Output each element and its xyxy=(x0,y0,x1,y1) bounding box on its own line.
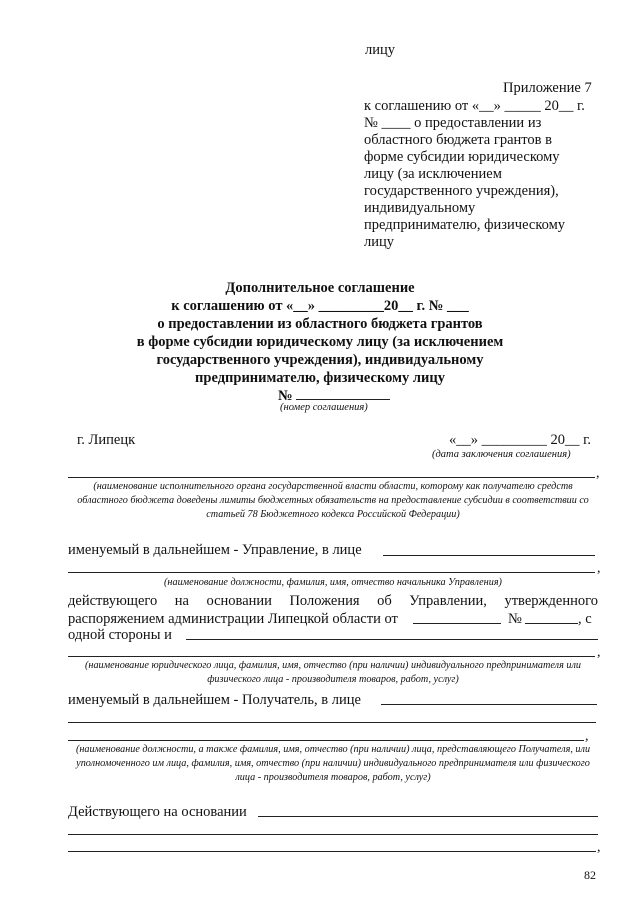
basis-line-1 xyxy=(68,592,598,610)
heading-title: Дополнительное соглашение xyxy=(225,280,415,296)
appendix-line: форме субсидии юридическому xyxy=(364,149,560,165)
appendix-line: областного бюджета грантов в xyxy=(364,132,552,148)
caption-head: (наименование должности, фамилия, имя, отчество начальника Управления) xyxy=(164,577,502,588)
basis-word: утвержденного xyxy=(504,593,598,609)
city: г. Липецк xyxy=(77,432,136,448)
department-line-label: именуемый в дальнейшем - Управление, в лице xyxy=(68,542,362,558)
agreement-number-blank[interactable] xyxy=(296,399,390,400)
heading-line: к соглашению от «__» _________20__ г. № ___ xyxy=(171,298,469,314)
basis-line-3: одной стороны и xyxy=(68,627,172,643)
comma: , xyxy=(597,840,601,855)
appendix-title: Приложение 7 xyxy=(503,80,592,96)
heading-line: предпринимателю, физическому лицу xyxy=(195,370,445,386)
authority-name-field[interactable] xyxy=(68,477,595,478)
comma: , xyxy=(597,561,601,576)
order-number-label: № xyxy=(508,611,522,627)
appendix-line: лицу (за исключением xyxy=(364,166,502,182)
appendix-line: к соглашению от «__» _____ 20__ г. xyxy=(364,98,585,114)
department-head-field[interactable] xyxy=(68,572,595,573)
agreement-date[interactable]: «__» _________ 20__ г. xyxy=(449,432,592,448)
acting-basis-field-2[interactable] xyxy=(68,834,598,835)
top-fragment: лицу xyxy=(365,42,396,58)
basis-word: действующего xyxy=(68,593,158,609)
order-number-field[interactable] xyxy=(525,623,578,624)
recipient-line-label: именуемый в дальнейшем - Получатель, в лице xyxy=(68,692,361,708)
caption-recipient: (наименование юридического лица, фамилия, имя, отчество (при наличии) индивидуального предпринимателя или физического лица - производителя товаров, работ, услуг) xyxy=(85,660,581,685)
recipient-name-field[interactable] xyxy=(186,639,598,640)
recipient-representative-field[interactable] xyxy=(381,704,597,705)
agreement-number-prefix: № xyxy=(278,388,293,404)
heading-line: о предоставлении из областного бюджета грантов xyxy=(157,316,483,332)
heading-line: в форме субсидии юридическому лицу (за исключением xyxy=(136,334,504,350)
recipient-name-field-2[interactable] xyxy=(68,656,595,657)
appendix-line: государственного учреждения), xyxy=(364,183,559,199)
department-representative-field[interactable] xyxy=(383,555,595,556)
order-date-field[interactable] xyxy=(413,623,501,624)
recipient-representative-field-2[interactable] xyxy=(68,722,596,723)
basis-line-2-end: , с xyxy=(578,611,592,627)
caption-representative: (наименование должности, а также фамилия, имя, отчество (при наличии) лица, представляющего Получателя, или уполномоченного им лица, фамилия, имя, отчество (при наличии) индивидуального предпринимателя или физического лица - производителя товаров, работ, услуг) xyxy=(75,744,591,783)
appendix-line: предпринимателю, физическому xyxy=(364,217,566,233)
date-caption: (дата заключения соглашения) xyxy=(432,449,571,460)
agreement-number-caption: (номер соглашения) xyxy=(280,402,368,413)
basis-word: на xyxy=(174,593,189,609)
appendix-line: лицу xyxy=(364,234,395,250)
caption-authority: (наименование исполнительного органа государственной власти области, которому как получателю средств областного бюджета доведены лимиты бюджетных обязательств на предоставление субсидии в соответствии со статьей 78 Бюджетного кодекса Российской Федерации) xyxy=(77,481,589,520)
appendix-line: № ____ о предоставлении из xyxy=(364,115,542,131)
appendix-line: индивидуальному xyxy=(364,200,476,216)
acting-basis-label: Действующего на основании xyxy=(68,804,247,820)
basis-word: об xyxy=(377,593,392,609)
basis-word: Положения xyxy=(289,593,360,609)
basis-line-2-start: распоряжением администрации Липецкой области от xyxy=(68,611,398,627)
recipient-representative-field-3[interactable] xyxy=(68,740,584,741)
basis-word: основании xyxy=(206,593,272,609)
comma: , xyxy=(596,466,600,481)
comma: , xyxy=(585,729,589,744)
acting-basis-field-3[interactable] xyxy=(68,851,596,852)
acting-basis-field[interactable] xyxy=(258,816,598,817)
basis-word: Управлении, xyxy=(409,593,487,609)
heading-line: государственного учреждения), индивидуальному xyxy=(156,352,484,368)
comma: , xyxy=(597,645,601,660)
page-number: 82 xyxy=(584,868,596,882)
